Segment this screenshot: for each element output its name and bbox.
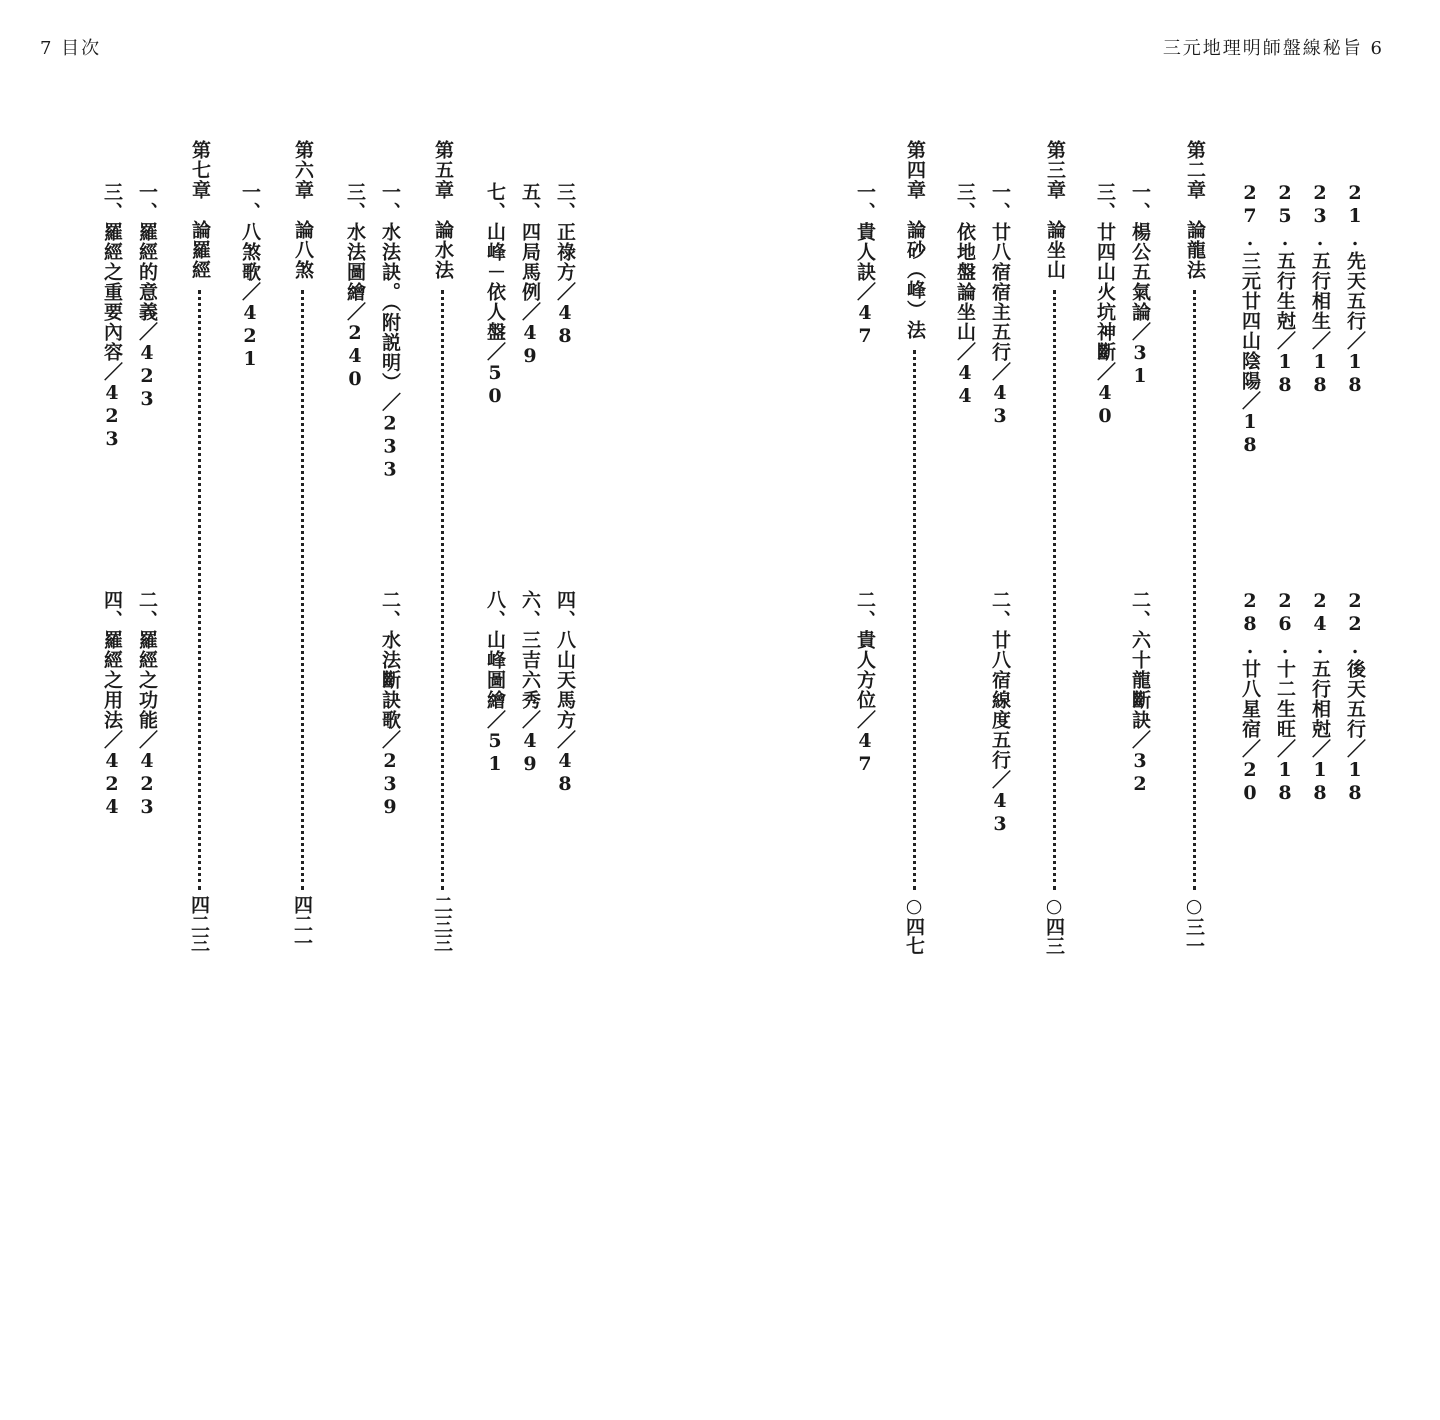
toc-entry: 七、山峰－依人盤／50: [484, 182, 506, 408]
dot-leader: [1193, 290, 1202, 890]
toc-entry: 25.五行生尅／18: [1274, 182, 1296, 397]
toc-entry: 三、依地盤論坐山／44: [954, 182, 976, 408]
dot-leader: [301, 290, 310, 890]
toc-entry: 二、水法斷訣歌／239: [379, 590, 401, 819]
dot-leader: [441, 290, 450, 890]
chapter-page-number: ○四三: [1043, 895, 1065, 955]
toc-entry: 28.廿八星宿／20: [1239, 590, 1261, 805]
chapter-page-number: 四二三: [188, 895, 210, 952]
toc-entry: 五、四局馬例／49: [519, 182, 541, 368]
chapter-page-number: ○四七: [903, 895, 925, 955]
chapter-page-number: 四二一: [291, 895, 313, 952]
toc-entry: 21.先天五行／18: [1344, 182, 1366, 397]
dot-leader: [1053, 290, 1062, 890]
dot-leader: [198, 290, 207, 890]
chapter-heading: 第二章 論龍法: [1184, 140, 1206, 280]
chapter-page-number: 二三三: [431, 895, 453, 952]
toc-entry: 二、羅經之功能／423: [136, 590, 158, 819]
header-right: 三元地理明師盤線秘旨 6: [1162, 38, 1384, 59]
toc-entry: 四、羅經之用法／424: [101, 590, 123, 819]
toc-entry: 四、八山天馬方／48: [554, 590, 576, 796]
toc-entry: 23.五行相生／18: [1309, 182, 1331, 397]
toc-entry: 一、水法訣。（附説明）／233: [379, 182, 401, 482]
toc-entry: 二、廿八宿線度五行／43: [989, 590, 1011, 836]
dot-leader: [913, 350, 922, 890]
toc-entry: 三、廿四山火坑神斷／40: [1094, 182, 1116, 428]
toc-entry: 三、羅經之重要內容／423: [101, 182, 123, 451]
chapter-heading: 第四章 論砂（峰）法: [904, 140, 926, 340]
toc-entry: 六、三吉六秀／49: [519, 590, 541, 776]
toc-entry: 26.十二生旺／18: [1274, 590, 1296, 805]
toc-entry: 22.後天五行／18: [1344, 590, 1366, 805]
toc-entry: 24.五行相尅／18: [1309, 590, 1331, 805]
toc-entry: 一、楊公五氣論／31: [1129, 182, 1151, 388]
chapter-page-number: ○三一: [1183, 895, 1205, 955]
toc-entry: 三、正祿方／48: [554, 182, 576, 348]
toc-entry: 一、貴人訣／47: [854, 182, 876, 348]
chapter-heading: 第五章 論水法: [432, 140, 454, 280]
toc-entry: 二、六十龍斷訣／32: [1129, 590, 1151, 796]
toc-entry: 一、八煞歌／421: [239, 182, 261, 371]
toc-entry: 一、羅經的意義／423: [136, 182, 158, 411]
chapter-heading: 第七章 論羅經: [189, 140, 211, 280]
toc-entry: 一、廿八宿宿主五行／43: [989, 182, 1011, 428]
toc-entry: 三、水法圖繪／240: [344, 182, 366, 391]
header-left: 7 目次: [40, 38, 102, 59]
toc-entry: 27.三元廿四山陰陽／18: [1239, 182, 1261, 457]
toc-entry: 八、山峰圖繪／51: [484, 590, 506, 776]
toc-entry: 二、貴人方位／47: [854, 590, 876, 776]
chapter-heading: 第三章 論坐山: [1044, 140, 1066, 280]
chapter-heading: 第六章 論八煞: [292, 140, 314, 280]
